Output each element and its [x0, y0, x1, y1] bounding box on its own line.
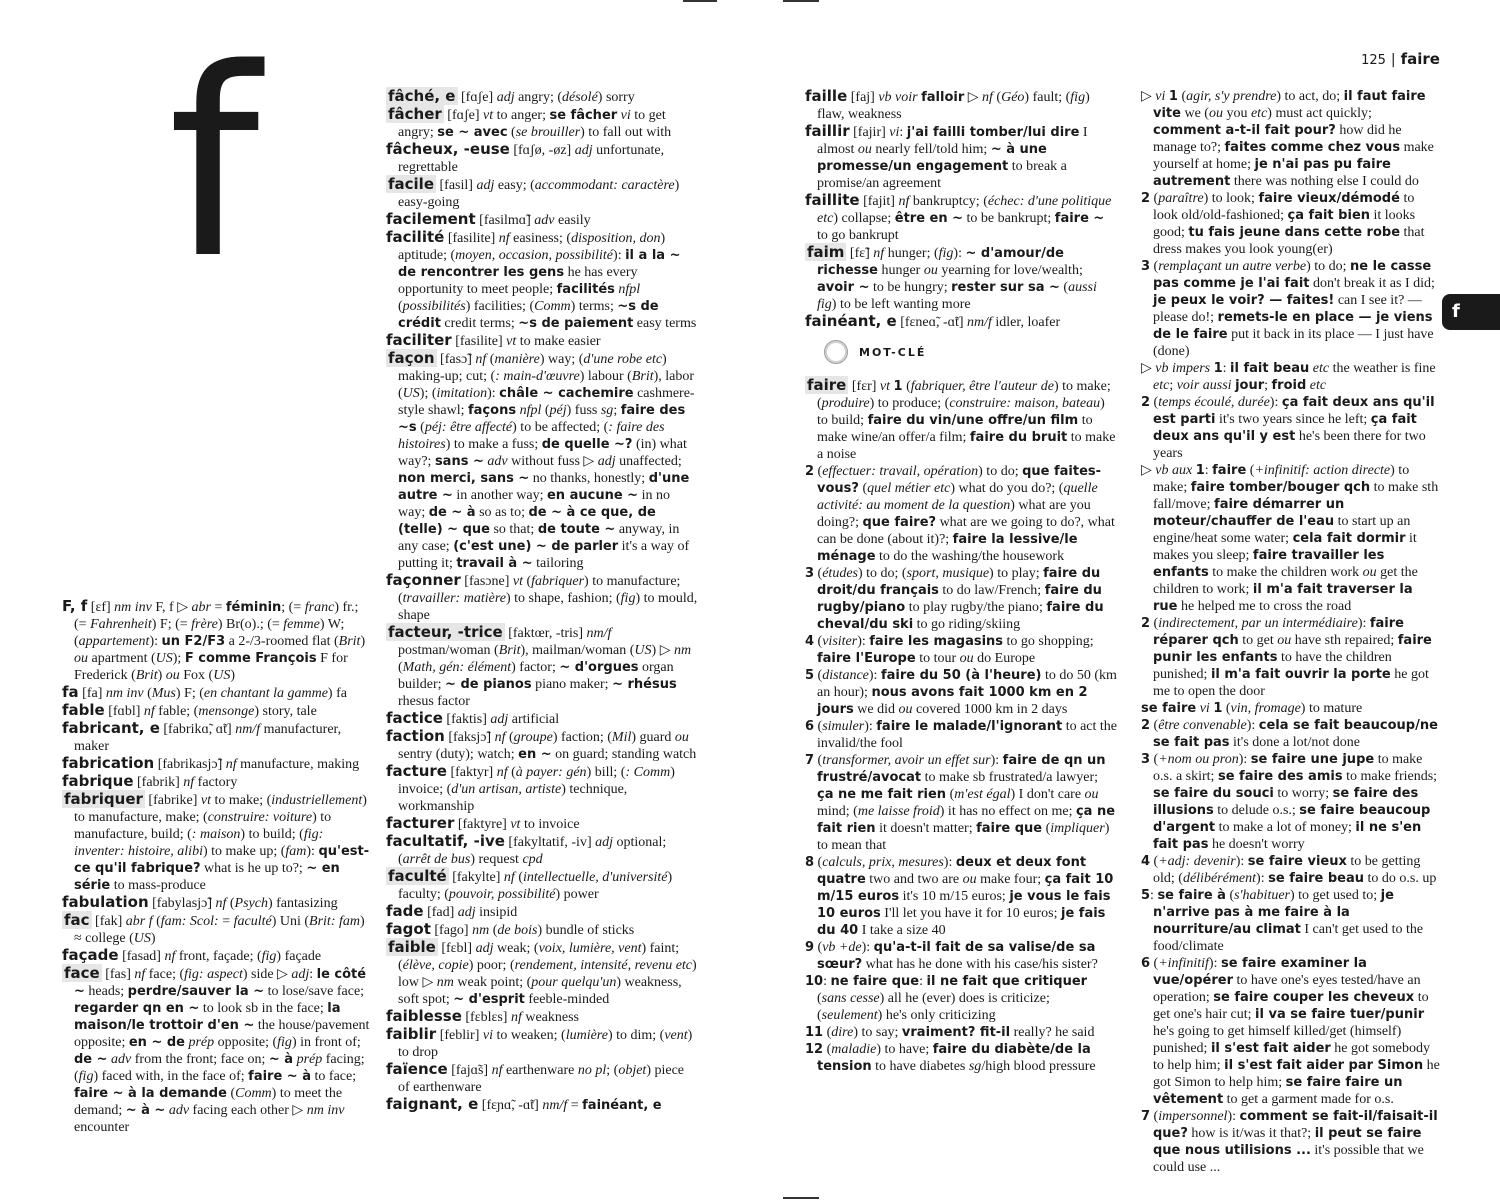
se-faire-7: 7 (impersonnel): comment se fait-il/faisait-il que? how is it/was it that?; il peut se faire que nous utilisions ... it's possible that we could use ... [1141, 1109, 1438, 1175]
entry-facher: fâcher [fɑʃe] vt to anger; se fâcher vi to get angry; se ~ avec (se brouiller) to fall out with [388, 105, 672, 140]
page-edge-mark [783, 1197, 819, 1199]
entry-fabrique: fabrique [fabrik] nf factory [62, 772, 238, 790]
entry-fabrication: fabrication [fabrikasjɔ̃] nf manufacture, making [62, 754, 360, 772]
faire-vb-impers: ▷ vb impers 1: il fait beau etc the weather is fine etc; voir aussi jour; froid etc [1141, 361, 1436, 393]
entry-face: face [fas] nf face; (fig: aspect) side ▷ adj: le côté ~ heads; perdre/sauver la ~ to lose/save face; regarder qn en ~ to look sb in the face; la maison/le trottoir d'en ~ the house/pavement opposite; en ~ de prép opposite; (fig) in front of; de ~ adv from the front; face on; ~ à prép facing; (fig) faced with, in the face of; faire ~ à to face; faire ~ à la demande (Comm) to meet the demand; ~ à ~ adv facing each other ▷ nm inv encounter [64, 964, 370, 1135]
page-number: 125 [1361, 53, 1386, 68]
entry-faineant: fainéant, e [fɛneɑ̃, -ɑ̃t] nm/f idler, loafer [805, 312, 1061, 330]
header-keyword: faire [1400, 50, 1440, 68]
keyword-ring-icon [825, 341, 847, 363]
entry-faciliter: faciliter [fasilite] vt to make easier [386, 331, 601, 349]
column-2 [386, 88, 698, 1148]
faire-vi: ▷ vi 1 (agir, s'y prendre) to act, do; il faut faire vite we (ou you etc) must act quickly; comment a-t-il fait pour? how did he manage to?; faites comme chez vous make yourself at home; je n'ai pas pu faire autrement there was nothing else I could do [1141, 89, 1434, 189]
se-faire-6: 6 (+infinitif): se faire examiner la vue/opérer to have one's eyes tested/have an operation; se faire couper les cheveux to get one's hair cut; il va se faire tuer/punir he's going to get himself killed/get (himself) punished; il s'est fait aider he got somebody to help him; il s'est fait aider par Simon he got Simon to help him; se faire faire un vêtement to get a garment made for o.s. [1141, 956, 1440, 1107]
se-faire-5: 5: se faire à (s'habituer) to get used to; je n'arrive pas à me faire à la nourriture/au climat I can't get used to the food/climate [1141, 888, 1424, 954]
thumb-tab[interactable]: f [1442, 294, 1500, 330]
page-edge-mark [783, 0, 819, 2]
se-faire-4: 4 (+adj: devenir): se faire vieux to be getting old; (délibérément): se faire beau to do o.s. up [1141, 854, 1437, 886]
entry-faillite: faillite [fajit] nf bankruptcy; (échec: d'une politique etc) collapse; être en ~ to be bankrupt; faire ~ to go bankrupt [805, 191, 1112, 243]
entry-fable: fable [fɑbl] nf fable; (mensonge) story, tale [62, 701, 317, 719]
entry-faignant: faignant, e [fɛɲɑ̃, -ɑ̃t] nm/f = fainéant, e [386, 1095, 662, 1113]
column-3 [805, 88, 1117, 328]
faire-sense-6: 6 (simuler): faire le malade/l'ignorant to act the invalid/the fool [805, 719, 1117, 751]
entry-factice: factice [faktis] adj artificial [386, 709, 560, 727]
faire-vb-impers-2: 2 (temps écoulé, durée): ça fait deux ans qu'il est parti it's two years since he left; ça fait deux ans qu'il y est he's been there for two years [1141, 395, 1435, 461]
entry-facilite: facilité [fasilite] nf easiness; (disposition, don) aptitude; (moyen, occasion, possibilité): il a la ~ de rencontrer les gens he has every opportunity to meet people; facilités nfpl (possibilités) facilities; (Comm) terms; ~s de crédit credit terms; ~s de paiement easy terms [386, 228, 697, 331]
faire-sense-3: 3 (études) to do; (sport, musique) to play; faire du droit/du français to do law/French; faire du rugby/piano to play rugby/the piano; faire du cheval/du ski to go riding/skiing [805, 566, 1104, 632]
faire-sense-8: 8 (calculs, prix, mesures): deux et deux font quatre two and two are ou make four; ça fait 10 m/15 euros it's 10 m/15 euros; je vous le fais 10 euros I'll let you have it for 10 euros; je fais du 40 I take a size 40 [805, 855, 1114, 938]
entry-faience: faïence [fajɑ̃s] nf earthenware no pl; (objet) piece of earthenware [386, 1060, 685, 1095]
entry-facon: façon [fasɔ̃] nf (manière) way; (d'une robe etc) making-up; cut; (: main-d'œuvre) labour (Brit), labor (US); (imitation): châle ~ cachemire cashmere-style shawl; façons nfpl (péj) fuss sg; faire des ~s (péj: être affecté) to be affected; (: faire des histoires) to make a fuss; de quelle ~? (in) what way?; sans ~ adv without fuss ▷ adj unaffected; non merci, sans ~ no thanks, honestly; d'une autre ~ in another way; en aucune ~ in no way; de ~ à so as to; de ~ à ce que, de (telle) ~ que so that; de toute ~ anyway, in any case; (c'est une) ~ de parler it's a way of putting it; travail à ~ tailoring [388, 349, 695, 571]
header-separator: | [1390, 52, 1396, 68]
entry-faculte: faculté [fakylte] nf (intellectuelle, d'université) faculty; (pouvoir, possibilité) power [388, 867, 673, 902]
column-4 [1141, 88, 1441, 1175]
mot-cle-marker [825, 340, 1125, 364]
section-letter: f [168, 14, 260, 316]
se-faire-3: 3 (+nom ou pron): se faire une jupe to make o.s. a skirt; se faire des amis to make friends; se faire du souci to worry; se faire des illusions to delude o.s.; se faire beaucoup d'argent to make a lot of money; il ne s'en fait pas he doesn't worry [1141, 752, 1438, 852]
entry-faillir: faillir [fajir] vi: j'ai failli tomber/lui dire I almost ou nearly fell/told him; ~ à une promesse/un engagement to break a promise/an agreement [805, 122, 1088, 191]
column-3-faire [805, 377, 1117, 1147]
entry-facture: facture [faktyr] nf (à payer: gén) bill; (: Comm) invoice; (d'un artisan, artiste) technique, workmanship [386, 762, 675, 814]
mot-cle-label: MOT-CLÉ [859, 345, 927, 359]
entry-fade: fade [fad] adj insipid [386, 902, 518, 920]
faire-vb-aux-2: 2 (indirectement, par un intermédiaire): faire réparer qch to get ou have sth repaired; faire punir les enfants to have the children punished; il m'a fait ouvrir la porte he got me to open the door [1141, 616, 1432, 699]
entry-faconner: façonner [fasɔne] vt (fabriquer) to manufacture; (travailler: matière) to shape, fashion; (fig) to mould, shape [386, 571, 698, 623]
entry-facturer: facturer [faktyre] vt to invoice [386, 814, 580, 832]
faire-vb-aux: ▷ vb aux 1: faire (+infinitif: action directe) to make; faire tomber/bouger qch to make sth fall/move; faire démarrer un moteur/chauffer de l'eau to start up an engine/heat some water; cela fait dormir it makes you sleep; faire travailler les enfants to make the children work ou get the children to work; il m'a fait traverser la rue he helped me to cross the road [1141, 463, 1439, 614]
faire-sense-10: 10: ne faire que: il ne fait que critiquer (sans cesse) all he (ever) does is criticize; (seulement) he's only criticizing [805, 974, 1088, 1023]
entry-faiblir: faiblir [feblir] vi to weaken; (lumière) to dim; (vent) to drop [386, 1025, 693, 1060]
entry-fache: fâché, e [fɑʃe] adj angry; (désolé) sorry [388, 87, 635, 105]
entry-facteur: facteur, -trice [faktœr, -tris] nm/f postman/woman (Brit), mailman/woman (US) ▷ nm (Math, gén: élément) factor; ~ d'orgues organ builder; ~ de pianos piano maker; ~ rhésus rhesus factor [388, 623, 692, 709]
entry-faille: faille [faj] vb voir falloir ▷ nf (Géo) fault; (fig) flaw, weakness [805, 87, 1090, 122]
se-faire-2: 2 (être convenable): cela se fait beaucoup/ne se fait pas it's done a lot/not done [1141, 718, 1438, 750]
faire-sense-9: 9 (vb +de): qu'a-t-il fait de sa valise/de sa sœur? what has he done with his case/his sister? [805, 940, 1098, 972]
page-edge-mark [683, 0, 717, 2]
entry-faible: faible [fɛbl] adj weak; (voix, lumière, vent) faint; (élève, copie) poor; (rendement, intensité, revenu etc) low ▷ nm weak point; (pour quelqu'un) weakness, soft spot; ~ d'esprit feeble-minded [388, 938, 697, 1007]
faire-sense-5: 5 (distance): faire du 50 (à l'heure) to do 50 (km an hour); nous avons fait 1000 km en 2 jours we did ou covered 1000 km in 2 days [805, 668, 1117, 717]
entry-fabricant: fabricant, e [fabrikɑ̃, ɑ̃t] nm/f manufacturer, maker [62, 719, 342, 754]
faire-sense-12: 12 (maladie) to have; faire du diabète/de la tension to have diabetes sg/high blood pressure [805, 1042, 1096, 1074]
entry-faim: faim [fɛ̃] nf hunger; (fig): ~ d'amour/de richesse hunger ou yearning for love/wealth; avoir ~ to be hungry; rester sur sa ~ (aussi fig) to be left wanting more [807, 243, 1097, 312]
entry-faiblesse: faiblesse [fɛblɛs] nf weakness [386, 1007, 580, 1025]
faire-vi-2: 2 (paraître) to look; faire vieux/démodé to look old/old-fashioned; ça fait bien it looks good; tu fais jeune dans cette robe that dress makes you look young(er) [1141, 191, 1425, 257]
se-faire: se faire vi 1 (vin, fromage) to mature [1141, 701, 1363, 716]
entry-facheux: fâcheux, -euse [fɑʃø, -øz] adj unfortunate, regrettable [386, 140, 665, 175]
faire-vi-3: 3 (remplaçant un autre verbe) to do; ne le casse pas comme je l'ai fait don't break it as I did; je peux le voir? — faites! can I see it? — please do!; remets-le en place — je viens de le faire put it back in its place — I just have (done) [1141, 259, 1435, 359]
faire-sense-11: 11 (dire) to say; vraiment? fit-il really? he said [805, 1025, 1095, 1040]
entry-fac: fac [fak] abr f (fam: Scol: = faculté) Uni (Brit: fam) ≈ college (US) [64, 911, 365, 946]
entry-faction: faction [faksjɔ̃] nf (groupe) faction; (Mil) guard ou sentry (duty); watch; en ~ on guard; standing watch [386, 727, 697, 762]
entry-fagot: fagot [fago] nm (de bois) bundle of sticks [386, 920, 635, 938]
faire-sense-4: 4 (visiter): faire les magasins to go shopping; faire l'Europe to tour ou do Europe [805, 634, 1094, 666]
entry-fabriquer: fabriquer [fabrike] vt to make; (industriellement) to manufacture, make; (construire: voiture) to manufacture, build; (: maison) to build; (fig: inventer: histoire, alibi) to make up; (fam): qu'est-ce qu'il fabrique? what is he up to?; ~ en série to mass-produce [64, 790, 370, 893]
entry-facilement: facilement [fasilmɑ̃] adv easily [386, 210, 591, 228]
entry-facultatif: facultatif, -ive [fakyltatif, -iv] adj optional; (arrêt de bus) request cpd [386, 832, 667, 867]
entry-fabulation: fabulation [fabylasjɔ̃] nf (Psych) fantasizing [62, 893, 338, 911]
entry-f: F, f [ɛf] nm inv F, f ▷ abr = féminin; (= franc) fr.; (= Fahrenheit) F; (= frère) Br(o).; (= femme) W; (appartement): un F2/F3 a 2-/3-roomed flat (Brit) ou apartment (US); F comme François F for Frederick (Brit) ou Fox (US) [62, 597, 366, 683]
entry-facile: facile [fasil] adj easy; (accommodant: caractère) easy-going [388, 175, 680, 210]
running-header [1300, 50, 1440, 72]
column-1 [62, 598, 372, 1158]
entry-faire: faire [fɛr] vt 1 (fabriquer, être l'auteur de) to make; (produire) to produce; (construire: maison, bateau) to build; faire du vin/une offre/un film to make wine/an offer/a film; faire du bruit to make a noise [807, 376, 1116, 462]
faire-sense-2: 2 (effectuer: travail, opération) to do; que faites-vous? (quel métier etc) what do you do?; (quelle activité: au moment de la question) what are you doing?; que faire? what are we going to do?, what can be done (about it)?; faire la lessive/le ménage to do the washing/the housework [805, 464, 1115, 564]
entry-facade: façade [fasad] nf front, façade; (fig) façade [62, 946, 322, 964]
faire-sense-7: 7 (transformer, avoir un effet sur): faire de qn un frustré/avocat to make sb frustrated/a lawyer; ça ne me fait rien (m'est égal) I don't care ou mind; (me laisse froid) it has no effect on me; ça ne fait rien it doesn't matter; faire que (impliquer) to mean that [805, 753, 1116, 853]
entry-fa: fa [fa] nm inv (Mus) F; (en chantant la gamme) fa [62, 683, 347, 701]
